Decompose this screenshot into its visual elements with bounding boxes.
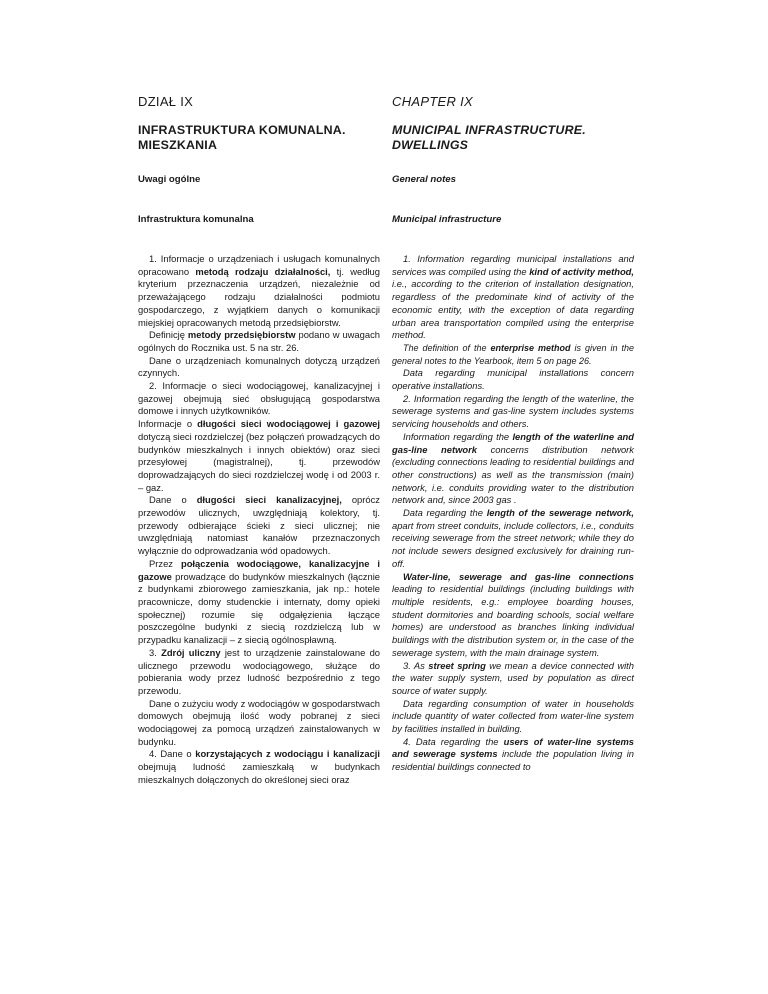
paragraph: Dane o urządzeniach komunalnych dotyczą urządzeń czynnych.: [138, 354, 380, 379]
chapter-heading: DZIAŁ IX: [138, 94, 194, 109]
paragraph: 4. Data regarding the users of water-line systems and sewerage systems include the population living in residential buildings connected to: [392, 735, 634, 773]
chapter-title: [138, 123, 380, 153]
paragraph: Dane o zużyciu wody z wodociągów w gospodarstwach domowych obejmują ilość wody pobranej z sieci wodociągowej za pomocą urządzeń zainstalowanych w budynku.: [138, 697, 380, 747]
chapter-heading: CHAPTER IX: [392, 94, 474, 109]
paragraph: Water-line, sewerage and gas-line connections leading to residential buildings (including buildings with multiple residents, e.g.: employee boarding houses, student dormitories and boarding schools, social welfare homes) are understood as branches linking individual buildings with the distribution system or, in the case of the sewerage system, with the main drainage system.: [392, 570, 634, 658]
chapter-title: [392, 123, 634, 153]
general-notes-heading: Uwagi ogólne: [138, 174, 201, 185]
general-notes-heading: General notes: [392, 174, 456, 185]
chapter-title-line1: MUNICIPAL INFRASTRUCTURE.: [392, 123, 586, 137]
paragraph: 1. Informacje o urządzeniach i usługach komunalnych opracowano metodą rodzaju działalności, tj. według kryterium przeznaczenia urządzeń, niezależnie od przeważającego rodzaju działalności podmiotu gospodarczego, z wyjątkiem danych o komunikacji miejskiej opracowanych metodą przedsiębiorstw.: [138, 253, 380, 328]
paragraph: 2. Information regarding the length of the waterline, the sewerage systems and gas-line system includes systems servicing households and others.: [392, 392, 634, 430]
paragraph: 4. Dane o korzystających z wodociągu i kanalizacji obejmują ludność zamieszkałą w budynkach mieszkalnych dołączonych do określonej sieci oraz: [138, 748, 380, 785]
paragraph: Przez połączenia wodociągowe, kanalizacyjne i gazowe prowadzące do budynków mieszkalnych (łącznie z budynkami zbiorowego zamieszkania, jak np.: hotele pracownicze, domy studenckie i internaty, domy opieki społecznej) rozumie się odgałęzienia łączące poszczególne budynki z siecią rozdzielczą lub w przypadku kanalizacji – z siecią ogólnospławną.: [138, 557, 381, 646]
paragraph: Information regarding the length of the waterline and gas-line network concerns distribution network (excluding connections leading to residential buildings and other constructions) as well as the transmission (main) network, i.e. conduits providing water to the distribution network and, since 2003 gas .: [392, 430, 634, 506]
english-column: [392, 94, 634, 774]
paragraph: 2. Informacje o sieci wodociągowej, kanalizacyjnej i gazowej obejmują sieć obsługującą gospodarstwa domowe i innych użytkowników.: [138, 380, 380, 417]
body-text: [138, 253, 380, 787]
paragraph: Data regarding consumption of water in households include quantity of water collected from water-line system by facilities installed in building.: [392, 697, 634, 735]
paragraph: 3. Zdrój uliczny jest to urządzenie zainstalowane do ulicznego przewodu wodociągowego, służące do pobierania wody przez ludność bezpośrednio z tego przewodu.: [138, 646, 380, 696]
chapter-title-line1: INFRASTRUKTURA KOMUNALNA.: [138, 123, 346, 137]
section-heading: Infrastruktura komunalna: [138, 214, 254, 225]
paragraph: Data regarding municipal installations concern operative installations.: [392, 367, 634, 392]
section-heading: Municipal infrastructure: [392, 214, 502, 225]
paragraph: The definition of the enterprise method is given in the general notes to the Yearbook, item 5 on page 26.: [392, 342, 634, 366]
paragraph: Informacje o długości sieci wodociągowej i gazowej dotyczą sieci rozdzielczej (bez połączeń prowadzących do budynków mieszkalnych i innych obiektów) oraz sieci przesyłowej (magistralnej), tj. przewodów doprowadzających do sieci rozdzielczej wodę i od 2003 r. – gaz.: [138, 418, 380, 493]
body-text: [392, 253, 634, 774]
paragraph: 1. Information regarding municipal installations and services was compiled using the kind of activity method, i.e., according to the criterion of installation designation, regardless of the predominate kind of activity of the economic entity, with the exception of data regarding urban area transportation compiled using the enterprise method.: [392, 253, 634, 341]
paragraph: Data regarding the length of the sewerage network, apart from street conduits, include collectors, i.e., conduits receiving sewerage from the street network; while they do not include sewers designed exclusively for draining run-off.: [392, 507, 634, 569]
paragraph: Definicję metody przedsiębiorstw podano w uwagach ogólnych do Rocznika ust. 5 na str. 26.: [138, 329, 380, 353]
chapter-title-line2: DWELLINGS: [392, 138, 469, 152]
paragraph: 3. As street spring we mean a device connected with the water supply system, used by population as direct source of water supply.: [392, 659, 634, 696]
paragraph: Dane o długości sieci kanalizacyjnej, oprócz przewodów ulicznych, uwzględniają kolektory, tj. przewody odbierające ścieki z sieci ulicznej; nie uwzględniają natomiast kanałów przeznaczonych wyłącznie do odprowadzania wód opadowych.: [138, 494, 380, 557]
chapter-title-line2: MIESZKANIA: [138, 138, 218, 152]
polish-column: [138, 94, 380, 787]
